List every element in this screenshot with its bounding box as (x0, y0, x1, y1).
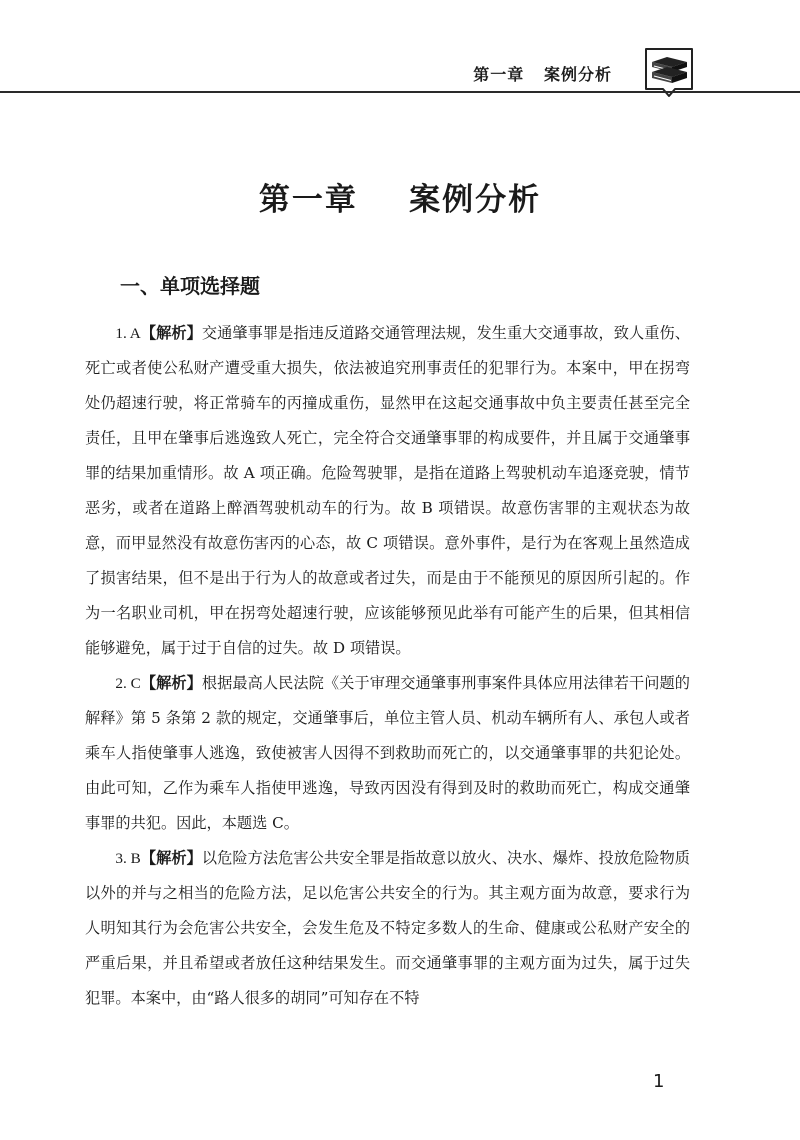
answer-3 (85, 841, 690, 1016)
answer-number: 2. C (115, 675, 141, 692)
chapter-title: 第一章 案例分析 (258, 182, 542, 218)
answer-text: 根据最高人民法院《关于审理交通肇事刑事案件具体应用法律若干问题的解释》第 5 条第 2 款的规定，交通肇事后，单位主管人员、机动车辆所有人、承包人或者乘车人指使肇事人逃逸，致使被害人因得不到救助而死亡的，以交通肇事罪的共犯论处。由此可知，乙作为乘车人指使甲逃逸，导致丙因没有得到及时的救助而死亡，构成交通肇事罪的共犯。因此，本题选 C。 (85, 674, 690, 832)
answer-list (85, 316, 690, 1016)
analysis-tag: 【解析】 (140, 324, 202, 342)
running-title: 第一章 案例分析 (473, 65, 612, 84)
analysis-tag: 【解析】 (140, 674, 202, 692)
section-title: 一、单项选择题 (120, 274, 260, 298)
answer-number: 1. A (115, 325, 141, 342)
answer-2 (85, 666, 690, 841)
running-header (0, 0, 800, 100)
answer-text: 以危险方法危害公共安全罪是指故意以放火、决水、爆炸、投放危险物质以外的并与之相当的危险方法，足以危害公共安全的行为。其主观方面为故意，要求行为人明知其行为会危害公共安全，会发生危及不特定多数人的生命、健康或公私财产安全的严重后果，并且希望或者放任这种结果发生。而交通肇事罪的主观方面为过失，属于过失犯罪。本案中，由“路人很多的胡同”可知存在不特 (85, 849, 690, 1007)
answer-text: 交通肇事罪是指违反道路交通管理法规，发生重大交通事故，致人重伤、死亡或者使公私财产遭受重大损失，依法被追究刑事责任的犯罪行为。本案中，甲在拐弯处仍超速行驶，将正常骑车的丙撞成重伤，显然甲在这起交通事故中负主要责任甚至完全责任，且甲在肇事后逃逸致人死亡，完全符合交通肇事罪的构成要件，并且属于交通肇事罪的结果加重情形。故 A 项正确。危险驾驶罪，是指在道路上驾驶机动车追逐竞驶，情节恶劣，或者在道路上醉酒驾驶机动车的行为。故 B 项错误。故意伤害罪的主观状态为故意，而甲显然没有故意伤害丙的心态，故 C 项错误。意外事件，是行为在客观上虽然造成了损害结果，但不是出于行为人的故意或者过失，而是由于不能预见的原因所引起的。作为一名职业司机，甲在拐弯处超速行驶，应该能够预见此举有可能产生的后果，但其相信能够避免，属于过于自信的过失。故 D 项错误。 (85, 324, 690, 657)
analysis-tag: 【解析】 (140, 849, 202, 867)
page-number: 1 (653, 1071, 665, 1092)
answer-1 (85, 316, 690, 666)
answer-number: 3. B (115, 850, 141, 867)
header-rule (0, 91, 800, 93)
